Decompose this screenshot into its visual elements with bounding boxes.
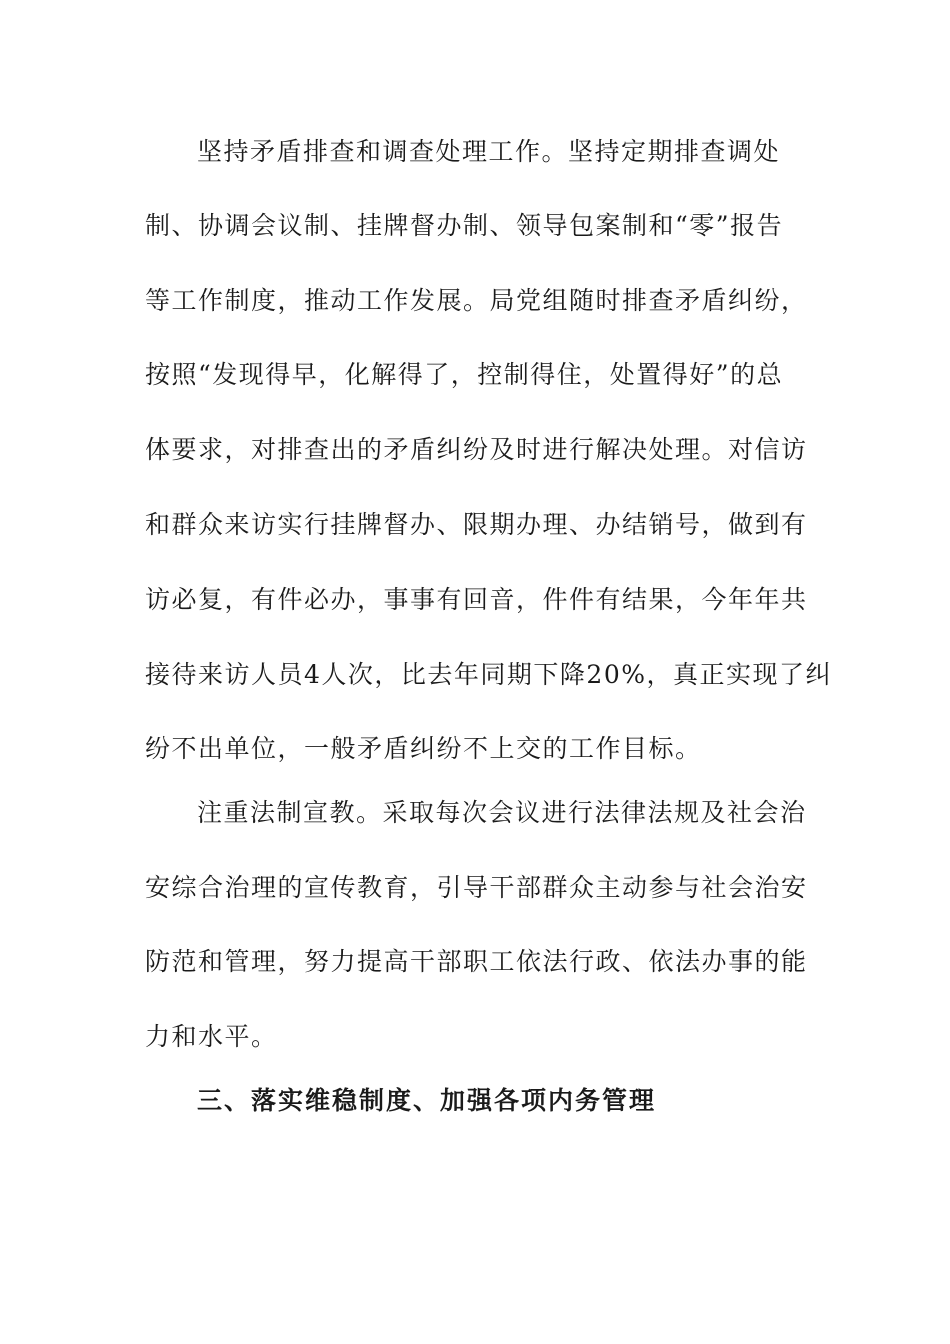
paragraph-line: 防范和管理，努力提高干部职工依法行政、依法办事的能	[145, 947, 808, 976]
section-heading: 三、落实维稳制度、加强各项内务管理	[197, 1086, 657, 1115]
paragraph-line: 力和水平。	[145, 1022, 278, 1051]
paragraph-line: 按照“发现得早，化解得了，控制得住，处置得好”的总	[145, 360, 784, 389]
paragraph-line: 注重法制宣教。采取每次会议进行法律法规及社会治	[197, 798, 807, 827]
paragraph-line: 坚持矛盾排查和调查处理工作。坚持定期排查调处	[197, 137, 781, 166]
paragraph-line: 等工作制度，推动工作发展。局党组随时排查矛盾纠纷，	[145, 286, 808, 315]
paragraph-line: 体要求，对排查出的矛盾纠纷及时进行解决处理。对信访	[145, 435, 808, 464]
paragraph-line: 接待来访人员4人次，比去年同期下降20%，真正实现了纠	[145, 660, 832, 689]
paragraph-line: 安综合治理的宣传教育，引导干部群众主动参与社会治安	[145, 873, 808, 902]
paragraph-line: 制、协调会议制、挂牌督办制、领导包案制和“零”报告	[145, 211, 784, 240]
paragraph-line: 访必复，有件必办，事事有回音，件件有结果，今年年共	[145, 585, 808, 614]
paragraph-line: 纷不出单位，一般矛盾纠纷不上交的工作目标。	[145, 734, 702, 763]
paragraph-line: 和群众来访实行挂牌督办、限期办理、办结销号，做到有	[145, 510, 808, 539]
